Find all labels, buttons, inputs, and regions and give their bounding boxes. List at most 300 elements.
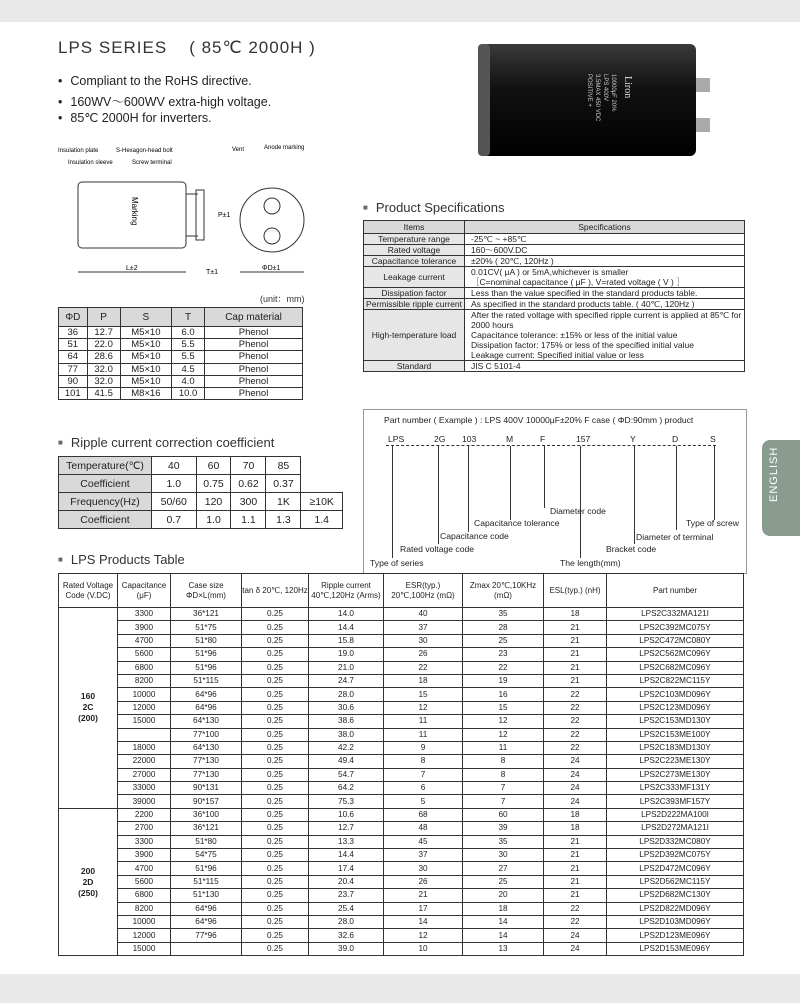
table-cell: Phenol [205, 363, 303, 375]
table-cell: 18 [463, 902, 544, 915]
table-cell: 21 [384, 889, 463, 902]
table-row [59, 688, 744, 701]
table-cell: 30 [384, 862, 463, 875]
table-cell: 120 [196, 493, 231, 511]
table-cell: M5×10 [120, 363, 171, 375]
table-cell: 20.4 [309, 875, 384, 888]
table-cell: 21 [544, 648, 607, 661]
table-row [59, 942, 744, 955]
table-cell: 51*80 [171, 835, 242, 848]
spec-value: ±20% ( 20℃, 120Hz ) [465, 256, 745, 267]
table-row [59, 457, 343, 475]
table-cell: LPS2C682MC096Y [607, 661, 744, 674]
table-cell [171, 942, 242, 955]
table-cell: 54.7 [309, 768, 384, 781]
table-cell: 24 [544, 795, 607, 808]
table-row [59, 741, 744, 754]
spec-item: Permissible ripple current [364, 299, 465, 310]
table-cell: 64*130 [171, 741, 242, 754]
table-cell: 22 [463, 661, 544, 674]
table-cell: 23 [463, 648, 544, 661]
table-cell: 22.0 [87, 339, 120, 351]
spec-item: Leakage current [364, 267, 465, 288]
table-row [59, 755, 744, 768]
table-row [59, 889, 744, 902]
table-cell: 0.75 [196, 475, 231, 493]
table-cell: 8200 [118, 902, 171, 915]
svg-text:S-Hexagon-head bolt: S-Hexagon-head bolt [116, 148, 173, 154]
table-cell: 60 [463, 808, 544, 821]
table-cell: Phenol [205, 339, 303, 351]
table-cell: 12000 [118, 701, 171, 714]
table-cell: 1.4 [301, 511, 343, 529]
table-cell: 0.25 [242, 915, 309, 928]
table-cell: 1K [266, 493, 301, 511]
table-cell [118, 728, 171, 741]
table-cell: 64*96 [171, 902, 242, 915]
table-cell: 22 [544, 915, 607, 928]
table-cell: 77*96 [171, 929, 242, 942]
table-cell: 50/60 [152, 493, 197, 511]
table-cell: 12 [463, 728, 544, 741]
table-cell: 1.1 [231, 511, 266, 529]
table-cell: 14 [463, 915, 544, 928]
table-cell: 0.25 [242, 715, 309, 728]
table-cell: 8 [463, 755, 544, 768]
table-row [59, 715, 744, 728]
table-cell: 0.25 [242, 849, 309, 862]
table-row [59, 835, 744, 848]
table-cell: 4700 [118, 862, 171, 875]
table-cell: 18 [544, 808, 607, 821]
table-cell: 3900 [118, 621, 171, 634]
table-cell: 75.3 [309, 795, 384, 808]
table-cell: 64 [59, 351, 88, 363]
table-cell: 1.3 [266, 511, 301, 529]
table-cell: LPS2C392MC075Y [607, 621, 744, 634]
spec-value: JIS C 5101-4 [465, 361, 745, 372]
table-cell: 64*96 [171, 701, 242, 714]
photo-print-line: LPS 400V [602, 74, 608, 102]
table-cell: 54*75 [171, 849, 242, 862]
table-row [59, 475, 343, 493]
table-cell: 90 [59, 375, 88, 387]
table-row [59, 608, 744, 621]
table-cell: LPS2C393MF157Y [607, 795, 744, 808]
table-cell: 10000 [118, 915, 171, 928]
table-cell: 22 [544, 701, 607, 714]
table-cell: 0.25 [242, 728, 309, 741]
table-cell: 19 [463, 674, 544, 687]
table-cell: 22 [544, 728, 607, 741]
table-cell: 12 [384, 929, 463, 942]
table-cell: 10.6 [309, 808, 384, 821]
table-cell: LPS2D332MC080Y [607, 835, 744, 848]
table-cell: 18 [384, 674, 463, 687]
table-cell: 21 [544, 661, 607, 674]
svg-text:ΦD±1: ΦD±1 [262, 265, 281, 272]
table-cell: 0.62 [231, 475, 266, 493]
table-cell: LPS2C153MD130Y [607, 715, 744, 728]
table-cell: 0.25 [242, 929, 309, 942]
page-title: LPS SERIES ( 85℃ 2000H ) [58, 38, 316, 57]
table-cell: 0.25 [242, 942, 309, 955]
table-cell: 90*131 [171, 782, 242, 795]
table-cell: 14 [463, 929, 544, 942]
table-cell: 11 [384, 728, 463, 741]
table-cell: 0.25 [242, 648, 309, 661]
table-cell: 37 [384, 849, 463, 862]
table-cell: 27000 [118, 768, 171, 781]
table-cell: 24.7 [309, 674, 384, 687]
table-cell: 15000 [118, 715, 171, 728]
table-cell: 26 [384, 648, 463, 661]
outline-diagram [58, 142, 308, 290]
table-row [59, 661, 744, 674]
table-cell: 77 [59, 363, 88, 375]
svg-text:Insulation plate: Insulation plate [58, 148, 99, 154]
table-cell: LPS2C183MD130Y [607, 741, 744, 754]
table-row [59, 768, 744, 781]
spec-item: Standard [364, 361, 465, 372]
table-cell: 51 [59, 339, 88, 351]
table-cell: LPS2C273ME130Y [607, 768, 744, 781]
spec-value: 160～600V.DC [465, 245, 745, 256]
table-cell: 51*115 [171, 875, 242, 888]
voltage-group-cell: 160 2C (200) [59, 608, 118, 809]
table-cell: 11 [463, 741, 544, 754]
table-cell: 21.0 [309, 661, 384, 674]
table-cell: 19.0 [309, 648, 384, 661]
table-cell: 12 [463, 715, 544, 728]
table-cell: 18 [544, 822, 607, 835]
table-cell: 18 [544, 608, 607, 621]
table-cell: 0.25 [242, 768, 309, 781]
table-cell: 15 [463, 701, 544, 714]
capacitor-photo [470, 38, 718, 162]
table-row [59, 351, 303, 363]
table-cell: 38.0 [309, 728, 384, 741]
table-cell: ≥10K [301, 493, 343, 511]
table-cell: LPS2D562MC115Y [607, 875, 744, 888]
table-cell: 51*130 [171, 889, 242, 902]
table-cell: 0.25 [242, 795, 309, 808]
table-cell: 12.7 [87, 327, 120, 339]
ripple-table [58, 456, 343, 529]
table-cell: M5×10 [120, 327, 171, 339]
table-row [59, 701, 744, 714]
table-row [59, 634, 744, 647]
part-number-example: Part number ( Example ) : LPS 400V 10000μF±20% F case ( ΦD:90mm ) product [384, 415, 694, 425]
table-cell: LPS2C562MC096Y [607, 648, 744, 661]
feature-item: • 85℃ 2000H for inverters. [58, 110, 212, 125]
spec-table: Items Specifications Temperature range -25℃ ~ +85℃ Rated voltage 160～600V.DC Capacitance tolerance ±20% ( 20℃, 120Hz ) Leakage current 0.01CV( μA ) or 5mA,whichever is smaller ［C=nominal capacitance ( μF ), V=rated voltage ( V ) ］ Dissipation factor Less than the value specified in the standard products table. Permissible ripple current As specified in the standard products table. ( 40℃, 120Hz ) High-temperature load After the rated voltage with specified ripple current is applied at 85℃ for 2000 hours Capacitance tolerance: ±15% or less of the initial value Dissipation factor: 175% or less of the specified initial value Leakage current: Specified initial value or less Standard JIS C 5101-4 [363, 220, 745, 372]
svg-text:L±2: L±2 [126, 265, 138, 272]
table-cell: 25 [463, 875, 544, 888]
table-cell: 12000 [118, 929, 171, 942]
table-cell: 0.25 [242, 741, 309, 754]
table-cell: 22 [544, 715, 607, 728]
table-cell: 64*96 [171, 688, 242, 701]
table-cell: 5600 [118, 648, 171, 661]
svg-text:T±1: T±1 [206, 269, 219, 276]
table-row [59, 929, 744, 942]
svg-text:Marking: Marking [130, 197, 139, 226]
table-cell: 1.0 [196, 511, 231, 529]
table-row [59, 493, 343, 511]
table-cell: 36*121 [171, 608, 242, 621]
table-cell: 3300 [118, 608, 171, 621]
table-cell: 39.0 [309, 942, 384, 955]
table-cell: 0.7 [152, 511, 197, 529]
table-cell: 10.0 [172, 387, 205, 399]
table-cell: 0.25 [242, 875, 309, 888]
table-cell: 8 [463, 768, 544, 781]
table-cell: 39 [463, 822, 544, 835]
spec-value: -25℃ ~ +85℃ [465, 234, 745, 245]
table-cell: 14 [384, 915, 463, 928]
feature-item: • 160WV～600WV extra-high voltage. [58, 92, 271, 110]
spec-value: 0.01CV( μA ) or 5mA,whichever is smaller ［C=nominal capacitance ( μF ), V=rated voltage ( V ) ］ [465, 267, 745, 288]
table-cell: 5600 [118, 875, 171, 888]
table-row [364, 288, 745, 299]
table-cell: LPS2D123ME096Y [607, 929, 744, 942]
spec-item: Dissipation factor [364, 288, 465, 299]
table-cell: 7 [384, 768, 463, 781]
table-cell: 15000 [118, 942, 171, 955]
table-cell: 38.6 [309, 715, 384, 728]
table-cell: 28 [463, 621, 544, 634]
table-cell: 21 [544, 849, 607, 862]
table-cell: 28.0 [309, 915, 384, 928]
table-cell: 13 [463, 942, 544, 955]
table-row [59, 808, 744, 821]
table-cell: Phenol [205, 387, 303, 399]
table-cell: 13.3 [309, 835, 384, 848]
table-cell: 21 [544, 875, 607, 888]
table-cell: 39000 [118, 795, 171, 808]
row-label: Temperature(℃) [59, 457, 152, 475]
spec-section-title: ■ Product Specifications [363, 200, 504, 215]
table-cell: 0.25 [242, 902, 309, 915]
table-cell: M5×10 [120, 375, 171, 387]
datasheet-page [0, 22, 800, 974]
table-cell: 36 [59, 327, 88, 339]
photo-print-line: Liron [622, 76, 633, 99]
table-cell: M5×10 [120, 339, 171, 351]
table-cell: 11 [384, 715, 463, 728]
table-cell: 24 [544, 782, 607, 795]
table-cell: 0.25 [242, 621, 309, 634]
table-row [59, 375, 303, 387]
table-row [59, 327, 303, 339]
table-cell: 4.0 [172, 375, 205, 387]
table-cell: 0.25 [242, 782, 309, 795]
table-cell: 7 [463, 782, 544, 795]
table-cell: 30.6 [309, 701, 384, 714]
table-cell: LPS2C822MC115Y [607, 674, 744, 687]
spec-item: High-temperature load [364, 310, 465, 361]
table-cell: 2700 [118, 822, 171, 835]
table-cell: 68 [384, 808, 463, 821]
table-cell: M8×16 [120, 387, 171, 399]
table-cell: 25.4 [309, 902, 384, 915]
table-cell: 101 [59, 387, 88, 399]
table-cell: 0.25 [242, 634, 309, 647]
table-row [59, 387, 303, 399]
table-row [59, 511, 343, 529]
table-cell: 5 [384, 795, 463, 808]
svg-text:Anode marking: Anode marking [264, 145, 305, 151]
unit-label: (unit：mm) [260, 294, 305, 304]
table-cell: 32.6 [309, 929, 384, 942]
photo-print-line: 3.5MAX 450 VDC [594, 74, 600, 122]
table-cell: 51*96 [171, 862, 242, 875]
table-row [59, 363, 303, 375]
table-cell: 35 [463, 608, 544, 621]
table-cell: 5.5 [172, 339, 205, 351]
spec-item: Temperature range [364, 234, 465, 245]
table-cell: 64.2 [309, 782, 384, 795]
row-label: Coefficient [59, 511, 152, 529]
table-cell: 85 [266, 457, 301, 475]
table-cell: 15.8 [309, 634, 384, 647]
table-row [59, 795, 744, 808]
table-cell: 37 [384, 621, 463, 634]
table-cell: LPS2D822MD096Y [607, 902, 744, 915]
table-cell: 0.25 [242, 889, 309, 902]
table-cell: 27 [463, 862, 544, 875]
svg-text:Insulation sleeve: Insulation sleeve [68, 160, 113, 166]
table-row [59, 862, 744, 875]
table-cell: 0.37 [266, 475, 301, 493]
table-cell: 3300 [118, 835, 171, 848]
table-cell: 17 [384, 902, 463, 915]
table-cell: 49.4 [309, 755, 384, 768]
table-row [364, 245, 745, 256]
table-cell: 21 [544, 835, 607, 848]
table-cell: 15 [384, 688, 463, 701]
table-cell: LPS2C123MD096Y [607, 701, 744, 714]
table-cell: 32.0 [87, 363, 120, 375]
table-cell: 77*130 [171, 755, 242, 768]
table-cell: 1.0 [152, 475, 197, 493]
table-cell: 30 [463, 849, 544, 862]
table-row [59, 849, 744, 862]
table-cell: 14.0 [309, 608, 384, 621]
table-cell: 25 [463, 634, 544, 647]
table-cell: 17.4 [309, 862, 384, 875]
table-cell: 22 [384, 661, 463, 674]
table-cell: LPS2C103MD096Y [607, 688, 744, 701]
table-cell: 21 [544, 674, 607, 687]
photo-print-line: POSITIVE + [586, 74, 592, 107]
table-cell: 9 [384, 741, 463, 754]
table-cell: 90*157 [171, 795, 242, 808]
table-cell: 24 [544, 942, 607, 955]
table-cell: LPS2C223ME130Y [607, 755, 744, 768]
table-cell: 51*80 [171, 634, 242, 647]
table-row [59, 875, 744, 888]
photo-print-line: 10000μF 20% [610, 74, 616, 112]
svg-text:Screw terminal: Screw terminal [132, 160, 172, 166]
table-cell: LPS2D103MD096Y [607, 915, 744, 928]
products-table: Rated Voltage Code (V.DC) Capacitance (μF) Case size ΦD×L(mm) tan δ 20℃, 120Hz Ripple current 40℃,120Hz (Arms) ESR(typ.) 20℃,100Hz (mΩ) Zmax 20℃,10KHz (mΩ) ESL(typ.) (nH) Part number 160 2C (200) 3300 36*121 0.25 14.0 40 35 18 LPS2C332MA121I 3900 51*75 0.25 14.4 37 28 21 LPS2C392MC075Y 4700 51*80 0.25 15.8 30 25 21 LPS2C472MC080Y 5600 51*96 0.25 19.0 26 23 21 LPS2C562MC096Y 6800 51*96 0.25 21.0 22 22 21 LPS2C682MC096Y 8200 51*115 0.25 24.7 18 19 21 LPS2C822MC115Y 10000 64*96 0.25 28.0 15 16 22 LPS2C103MD096Y 12000 64*96 0.25 30.6 12 15 22 LPS2C123MD096Y 15000 64*130 0.25 38.6 11 12 22 LPS2C153MD130Y 77*100 0.25 38.0 11 12 22 LPS2C153ME100Y 18000 64*130 0.25 42.2 9 11 22 LPS2C183MD130Y 22000 77*130 0.25 49.4 8 8 24 LPS2C223ME130Y 27000 77*130 0.25 54.7 7 8 24 LPS2C273ME130Y 33000 90*131 0.25 64.2 6 7 24 LPS2C333MF131Y 39000 90*157 0.25 75.3 5 7 24 LPS2C393MF157Y 200 2D (250) 2200 36*100 0.25 10.6 68 60 18 LPS2D222MA100I 2700 36*121 0.25 12.7 48 39 18 LPS2D272MA121I 3300 51*80 0.25 13.3 45 35 21 LPS2D332MC080Y 3900 54*75 0.25 14.4 37 30 21 LPS2D392MC075Y 4700 51*96 0.25 17.4 30 27 21 LPS2D472MC096Y 5600 51*115 0.25 20.4 26 25 21 LPS2D562MC115Y 6800 51*130 0.25 23.7 21 20 21 LPS2D682MC130Y 8200 64*96 0.25 25.4 17 18 22 LPS2D822MD096Y 10000 64*96 0.25 28.0 14 14 22 LPS2D103MD096Y 12000 77*96 0.25 32.6 12 14 24 LPS2D123ME096Y 15000 0.25 39.0 10 13 24 LPS2D153ME096Y [58, 573, 744, 956]
table-cell: 0.25 [242, 835, 309, 848]
ripple-section-title: ■ Ripple current correction coefficient [58, 435, 274, 450]
table-cell: 4.5 [172, 363, 205, 375]
table-cell: 77*100 [171, 728, 242, 741]
table-cell: 10 [384, 942, 463, 955]
table-cell: Phenol [205, 351, 303, 363]
table-cell: Phenol [205, 375, 303, 387]
table-row [59, 674, 744, 687]
table-row [364, 361, 745, 372]
table-cell: 21 [544, 889, 607, 902]
table-cell: 36*100 [171, 808, 242, 821]
table-cell: 300 [231, 493, 266, 511]
table-cell: 0.25 [242, 661, 309, 674]
table-cell: 23.7 [309, 889, 384, 902]
part-number-box: Part number ( Example ) : LPS 400V 10000μF±20% F case ( ΦD:90mm ) product LPS 2G 103 M F 157 Y D S Diameter code Type of screw Capacitance tolerance Capacitance code Diameter of terminal Rated voltage code Bracket code Type of series The length(mm) [363, 409, 747, 574]
table-row [59, 621, 744, 634]
table-cell: 0.25 [242, 862, 309, 875]
table-cell: 0.25 [242, 701, 309, 714]
table-cell: 0.25 [242, 755, 309, 768]
dimension-table: ΦD P S T Cap material 36 12.7 M5×10 6.0 Phenol 51 22.0 M5×10 5.5 Phenol 64 28.6 M5×10 5.5 Phenol 77 32.0 M5×10 4.5 Phenol 90 32.0 M5×10 4.0 Phenol 101 41.5 M8×16 10.0 Phenol [58, 307, 303, 400]
table-cell: LPS2D472MC096Y [607, 862, 744, 875]
row-label: Frequency(Hz) [59, 493, 152, 511]
table-cell: LPS2C472MC080Y [607, 634, 744, 647]
table-cell: 24 [544, 768, 607, 781]
table-row [59, 728, 744, 741]
table-cell: 6.0 [172, 327, 205, 339]
table-cell: 21 [544, 862, 607, 875]
language-tab[interactable]: ENGLISH [762, 440, 800, 536]
table-cell: 32.0 [87, 375, 120, 387]
spec-value: Less than the value specified in the standard products table. [465, 288, 745, 299]
table-row [364, 267, 745, 288]
table-cell: 51*75 [171, 621, 242, 634]
table-row [364, 299, 745, 310]
table-cell: 12.7 [309, 822, 384, 835]
svg-text:P±1: P±1 [218, 212, 231, 219]
table-row [59, 648, 744, 661]
table-cell: 51*115 [171, 674, 242, 687]
table-cell: 60 [196, 457, 231, 475]
table-cell: 64*130 [171, 715, 242, 728]
table-cell: 16 [463, 688, 544, 701]
table-cell [301, 475, 343, 493]
table-row [59, 902, 744, 915]
table-cell: LPS2D272MA121I [607, 822, 744, 835]
feature-item: • Compliant to the RoHS directive. [58, 74, 252, 88]
table-cell: 8200 [118, 674, 171, 687]
table-cell: 7 [463, 795, 544, 808]
svg-text:Vent: Vent [232, 147, 245, 153]
table-cell: 51*96 [171, 661, 242, 674]
table-cell: 22000 [118, 755, 171, 768]
table-cell: LPS2C332MA121I [607, 608, 744, 621]
products-section-title: ■ LPS Products Table [58, 552, 185, 567]
table-cell: 40 [384, 608, 463, 621]
table-cell: 35 [463, 835, 544, 848]
table-cell: 24 [544, 755, 607, 768]
table-row [364, 310, 745, 361]
table-cell: 4700 [118, 634, 171, 647]
table-cell: 26 [384, 875, 463, 888]
table-cell: 14.4 [309, 621, 384, 634]
